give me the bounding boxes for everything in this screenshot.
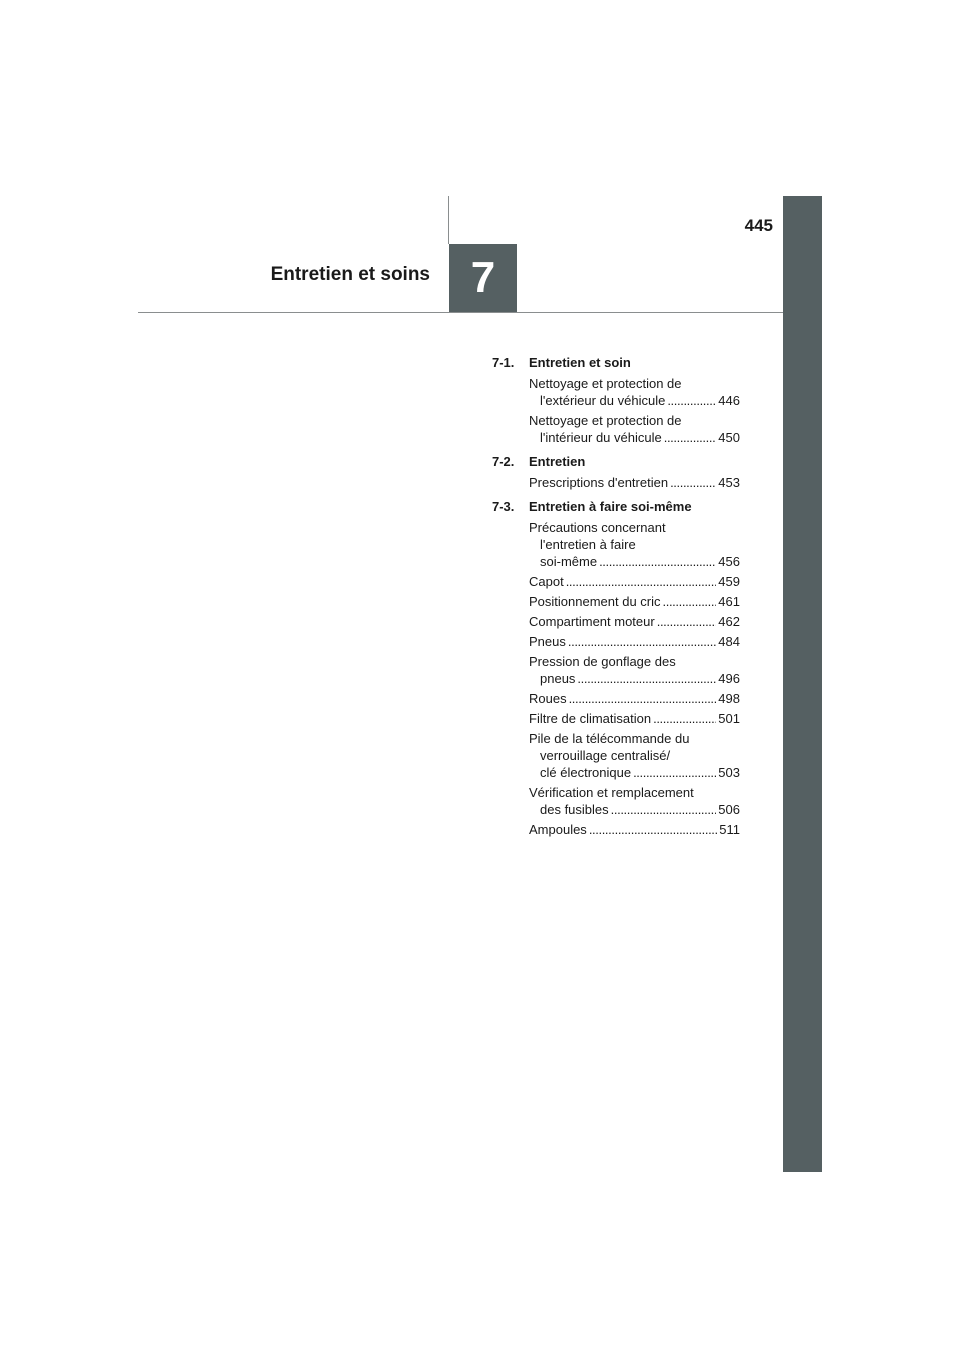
entry-page-number: 453 (718, 475, 740, 490)
dot-leader (667, 392, 716, 409)
entry-title-line: Compartiment moteur (529, 614, 655, 629)
section-heading[interactable] (492, 453, 740, 470)
entry-page-number: 501 (718, 711, 740, 726)
toc-entry[interactable] (529, 593, 740, 610)
toc-section (492, 498, 740, 838)
dot-leader (566, 573, 717, 590)
section-title: Entretien (529, 454, 586, 469)
chapter-side-tab (783, 196, 822, 1172)
chapter-number: 7 (470, 253, 496, 302)
section-number: 7-2. (492, 454, 515, 469)
dot-leader (568, 633, 716, 650)
section-number: 7-1. (492, 355, 515, 370)
entry-page-number: 446 (718, 393, 740, 408)
dot-leader (577, 670, 716, 687)
dot-leader (589, 821, 717, 838)
entry-title-line: Filtre de climatisation (529, 711, 652, 726)
entry-page-number: 459 (718, 574, 740, 589)
toc-entry[interactable] (529, 730, 740, 781)
entry-page-number: 496 (718, 671, 740, 686)
header-vertical-rule (448, 196, 449, 244)
toc-entry[interactable] (529, 412, 740, 446)
entry-title-line: Roues (529, 691, 567, 706)
toc-entry[interactable] (529, 653, 740, 687)
entry-page-number: 484 (718, 634, 740, 649)
entry-title-line: Pneus (529, 634, 566, 649)
dot-leader (663, 593, 717, 610)
entry-title-line: Pile de la télécommande du (529, 731, 690, 746)
toc-entry[interactable] (529, 519, 740, 570)
entry-title-line: l'entretien à faire (540, 537, 636, 552)
header-rule (138, 312, 783, 313)
entry-title-line: l'intérieur du véhicule (540, 430, 662, 445)
section-title: Entretien à faire soi-même (529, 499, 692, 514)
entry-title-line: Nettoyage et protection de (529, 413, 682, 428)
section-heading[interactable] (492, 354, 740, 371)
entry-title-line: l'extérieur du véhicule (540, 393, 666, 408)
toc-entry[interactable] (529, 613, 740, 630)
entry-page-number: 450 (718, 430, 740, 445)
page-number: 445 (744, 216, 773, 235)
entry-page-number: 498 (718, 691, 740, 706)
entry-page-number: 503 (718, 765, 740, 780)
toc-entry[interactable] (529, 821, 740, 838)
entry-title-line: Nettoyage et protection de (529, 376, 682, 391)
dot-leader (611, 801, 717, 818)
entry-title-line: des fusibles (540, 802, 609, 817)
entry-page-number: 456 (718, 554, 740, 569)
entry-title-line: Prescriptions d'entretien (529, 475, 669, 490)
entry-title-line: Précautions concernant (529, 520, 666, 535)
entry-page-number: 506 (718, 802, 740, 817)
toc-entry[interactable] (529, 474, 740, 491)
entry-title-line: Pression de gonflage des (529, 654, 676, 669)
dot-leader (599, 553, 716, 570)
toc-entry[interactable] (529, 573, 740, 590)
entry-title-line: Positionnement du cric (529, 594, 661, 609)
toc-entry[interactable] (529, 633, 740, 650)
entry-title-line: pneus (540, 671, 576, 686)
section-number: 7-3. (492, 499, 515, 514)
entry-page-number: 511 (719, 822, 740, 837)
toc-entry[interactable] (529, 690, 740, 707)
dot-leader (569, 690, 717, 707)
entry-page-number: 461 (718, 594, 740, 609)
entry-title-line: Ampoules (529, 822, 587, 837)
toc-section (492, 354, 740, 446)
toc-section (492, 453, 740, 491)
toc-entry[interactable] (529, 784, 740, 818)
dot-leader (664, 429, 717, 446)
toc-entry[interactable] (529, 710, 740, 727)
chapter-number-block (449, 244, 517, 312)
dot-leader (653, 710, 716, 727)
section-title: Entretien et soin (529, 355, 631, 370)
dot-leader (633, 764, 716, 781)
dot-leader (657, 613, 717, 630)
chapter-title: Entretien et soins (270, 264, 430, 285)
entry-title-line: Capot (529, 574, 564, 589)
table-of-contents (492, 354, 740, 845)
entry-title-line: clé électronique (540, 765, 632, 780)
toc-entry[interactable] (529, 375, 740, 409)
entry-title-line: Vérification et remplacement (529, 785, 694, 800)
entry-title-line: soi-même (540, 554, 598, 569)
section-heading[interactable] (492, 498, 740, 515)
entry-page-number: 462 (718, 614, 740, 629)
dot-leader (670, 474, 716, 491)
entry-title-line: verrouillage centralisé/ (540, 748, 671, 763)
